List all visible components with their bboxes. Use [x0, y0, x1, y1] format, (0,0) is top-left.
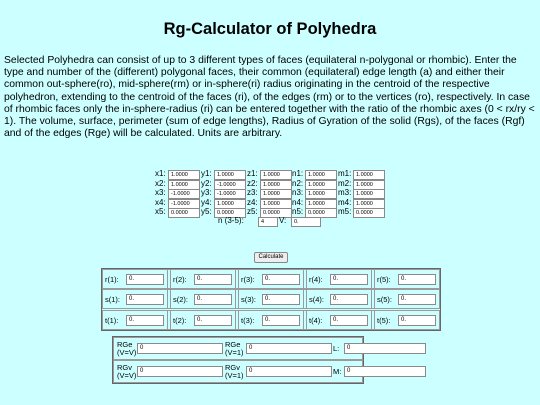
t5-input[interactable]: 0. [398, 315, 436, 326]
x2-input[interactable]: 1.0000 [168, 180, 200, 190]
s4-label: s(4): [309, 295, 324, 304]
s5-input[interactable]: 0. [398, 294, 436, 305]
rge-v1-label-1: RGe [225, 340, 241, 349]
x1-input[interactable]: 1.0000 [168, 170, 200, 180]
r2-label: r(2): [173, 275, 187, 284]
rge-v1-input[interactable]: 0 [246, 343, 332, 354]
v-input[interactable]: 0. [291, 217, 321, 227]
m4-input[interactable]: 1.0000 [353, 199, 385, 209]
m4-label: m4: [338, 198, 352, 207]
page-title: Rg-Calculator of Polyhedra [163, 20, 377, 38]
calculate-button[interactable]: Calculate [254, 252, 288, 263]
s1-label: s(1): [105, 295, 120, 304]
y4-input[interactable]: 1.0000 [214, 199, 246, 209]
y2-input[interactable]: -1.0000 [214, 180, 246, 190]
x2-label: x2: [155, 179, 166, 188]
n5-input[interactable]: 0.0000 [305, 208, 337, 218]
r5-label: r(5): [377, 275, 391, 284]
m-input[interactable]: 0 [344, 366, 426, 377]
n-input[interactable]: 4 [258, 217, 278, 227]
t5-label: t(5): [377, 316, 391, 325]
m5-input[interactable]: 0.0000 [353, 208, 385, 218]
x4-input[interactable]: -1.0000 [168, 199, 200, 209]
y1-input[interactable]: 1.0000 [214, 170, 246, 180]
n1-label: n1: [292, 169, 304, 178]
t2-input[interactable]: 0. [194, 315, 232, 326]
m1-input[interactable]: 1.0000 [353, 170, 385, 180]
y3-input[interactable]: -1.0000 [214, 189, 246, 199]
z1-input[interactable]: 1.0000 [260, 170, 292, 180]
y4-label: y4: [201, 198, 212, 207]
rge-vv-label-2: (V=V) [117, 348, 137, 357]
v-label: V: [279, 216, 287, 225]
x4-label: x4: [155, 198, 166, 207]
s2-input[interactable]: 0. [194, 294, 232, 305]
m5-label: m5: [338, 207, 352, 216]
t2-label: t(2): [173, 316, 187, 325]
rge-vv-input[interactable]: 0 [137, 343, 223, 354]
t3-input[interactable]: 0. [262, 315, 300, 326]
n2-label: n2: [292, 179, 304, 188]
y3-label: y3: [201, 188, 212, 197]
m3-input[interactable]: 1.0000 [353, 189, 385, 199]
rgv-v1-input[interactable]: 0 [246, 366, 332, 377]
n4-label: n4: [292, 198, 304, 207]
r1-input[interactable]: 0. [126, 274, 164, 285]
n5-label: n5: [292, 207, 304, 216]
x5-label: x5: [155, 207, 166, 216]
rg-table [112, 336, 364, 384]
m2-label: m2: [338, 179, 352, 188]
z5-label: z5: [247, 207, 258, 216]
m1-label: m1: [338, 169, 352, 178]
z5-input[interactable]: 0.0000 [260, 208, 292, 218]
y2-label: y2: [201, 179, 212, 188]
s3-input[interactable]: 0. [262, 294, 300, 305]
y5-label: y5: [201, 207, 212, 216]
rgv-vv-input[interactable]: 0 [137, 366, 223, 377]
m2-input[interactable]: 1.0000 [353, 180, 385, 190]
t1-input[interactable]: 0. [126, 315, 164, 326]
y1-label: y1: [201, 169, 212, 178]
l-input[interactable]: 0 [344, 343, 426, 354]
rgv-v1-label-2: (V=1) [225, 371, 244, 380]
r4-label: r(4): [309, 275, 323, 284]
t3-label: t(3): [241, 316, 255, 325]
t1-label: t(1): [105, 316, 119, 325]
rge-vv-label-1: RGe [117, 340, 133, 349]
z2-input[interactable]: 1.0000 [260, 180, 292, 190]
n2-input[interactable]: 1.0000 [305, 180, 337, 190]
z4-label: z4: [247, 198, 258, 207]
n3-label: n3: [292, 188, 304, 197]
s1-input[interactable]: 0. [126, 294, 164, 305]
s2-label: s(2): [173, 295, 188, 304]
s4-input[interactable]: 0. [330, 294, 368, 305]
r3-input[interactable]: 0. [262, 274, 300, 285]
z3-input[interactable]: 1.0000 [260, 189, 292, 199]
s3-label: s(3): [241, 295, 256, 304]
n3-input[interactable]: 1.0000 [305, 189, 337, 199]
x1-label: x1: [155, 169, 166, 178]
z2-label: z2: [247, 179, 258, 188]
x3-input[interactable]: -1.0000 [168, 189, 200, 199]
r1-label: r(1): [105, 275, 119, 284]
z4-input[interactable]: 1.0000 [260, 199, 292, 209]
r4-input[interactable]: 0. [330, 274, 368, 285]
t4-input[interactable]: 0. [330, 315, 368, 326]
r2-input[interactable]: 0. [194, 274, 232, 285]
x5-input[interactable]: 0.0000 [168, 208, 200, 218]
t4-label: t(4): [309, 316, 323, 325]
r5-input[interactable]: 0. [398, 274, 436, 285]
n-label: n (3-5): [218, 216, 244, 225]
n1-input[interactable]: 1.0000 [305, 170, 337, 180]
description: Selected Polyhedra can consist of up to 3 different types of faces (equilateral n-polygonal or rhombic). Enter the type and number of the (different) polygonal faces, their common (equilateral) edge length (a) and either their common out-sphere(ro), mid-sphere(rm) or in-sphere(ri) radius originating in the centroid of the respective polyhedron, extending to the centroid of the faces (ri), of the edges (rm) or to the vertices (ro), respectively. In case of rhombic faces only the in-sphere-radius (ri) can be entered together with the ratio of the rhombic axes (0 < rx/ry < 1). The volume, surface, perimeter (sum of edge lengths), Radius of Gyration of the solid (Rgs), of the faces (Rgf) and of the edges (Rge) will be calculated. Units are arbitrary. [4, 55, 535, 140]
z1-label: z1: [247, 169, 258, 178]
results-table [101, 268, 441, 331]
m-label: M: [333, 367, 342, 376]
z3-label: z3: [247, 188, 258, 197]
m3-label: m3: [338, 188, 352, 197]
l-label: L: [333, 344, 340, 353]
s5-label: s(5): [377, 295, 392, 304]
r3-label: r(3): [241, 275, 255, 284]
rgv-v1-label-1: RGv [225, 363, 240, 372]
n4-input[interactable]: 1.0000 [305, 199, 337, 209]
y5-input[interactable]: 0.0000 [214, 208, 246, 218]
rgv-vv-label-2: (V=V) [117, 371, 137, 380]
rgv-vv-label-1: RGv [117, 363, 132, 372]
rge-v1-label-2: (V=1) [225, 348, 244, 357]
x3-label: x3: [155, 188, 166, 197]
